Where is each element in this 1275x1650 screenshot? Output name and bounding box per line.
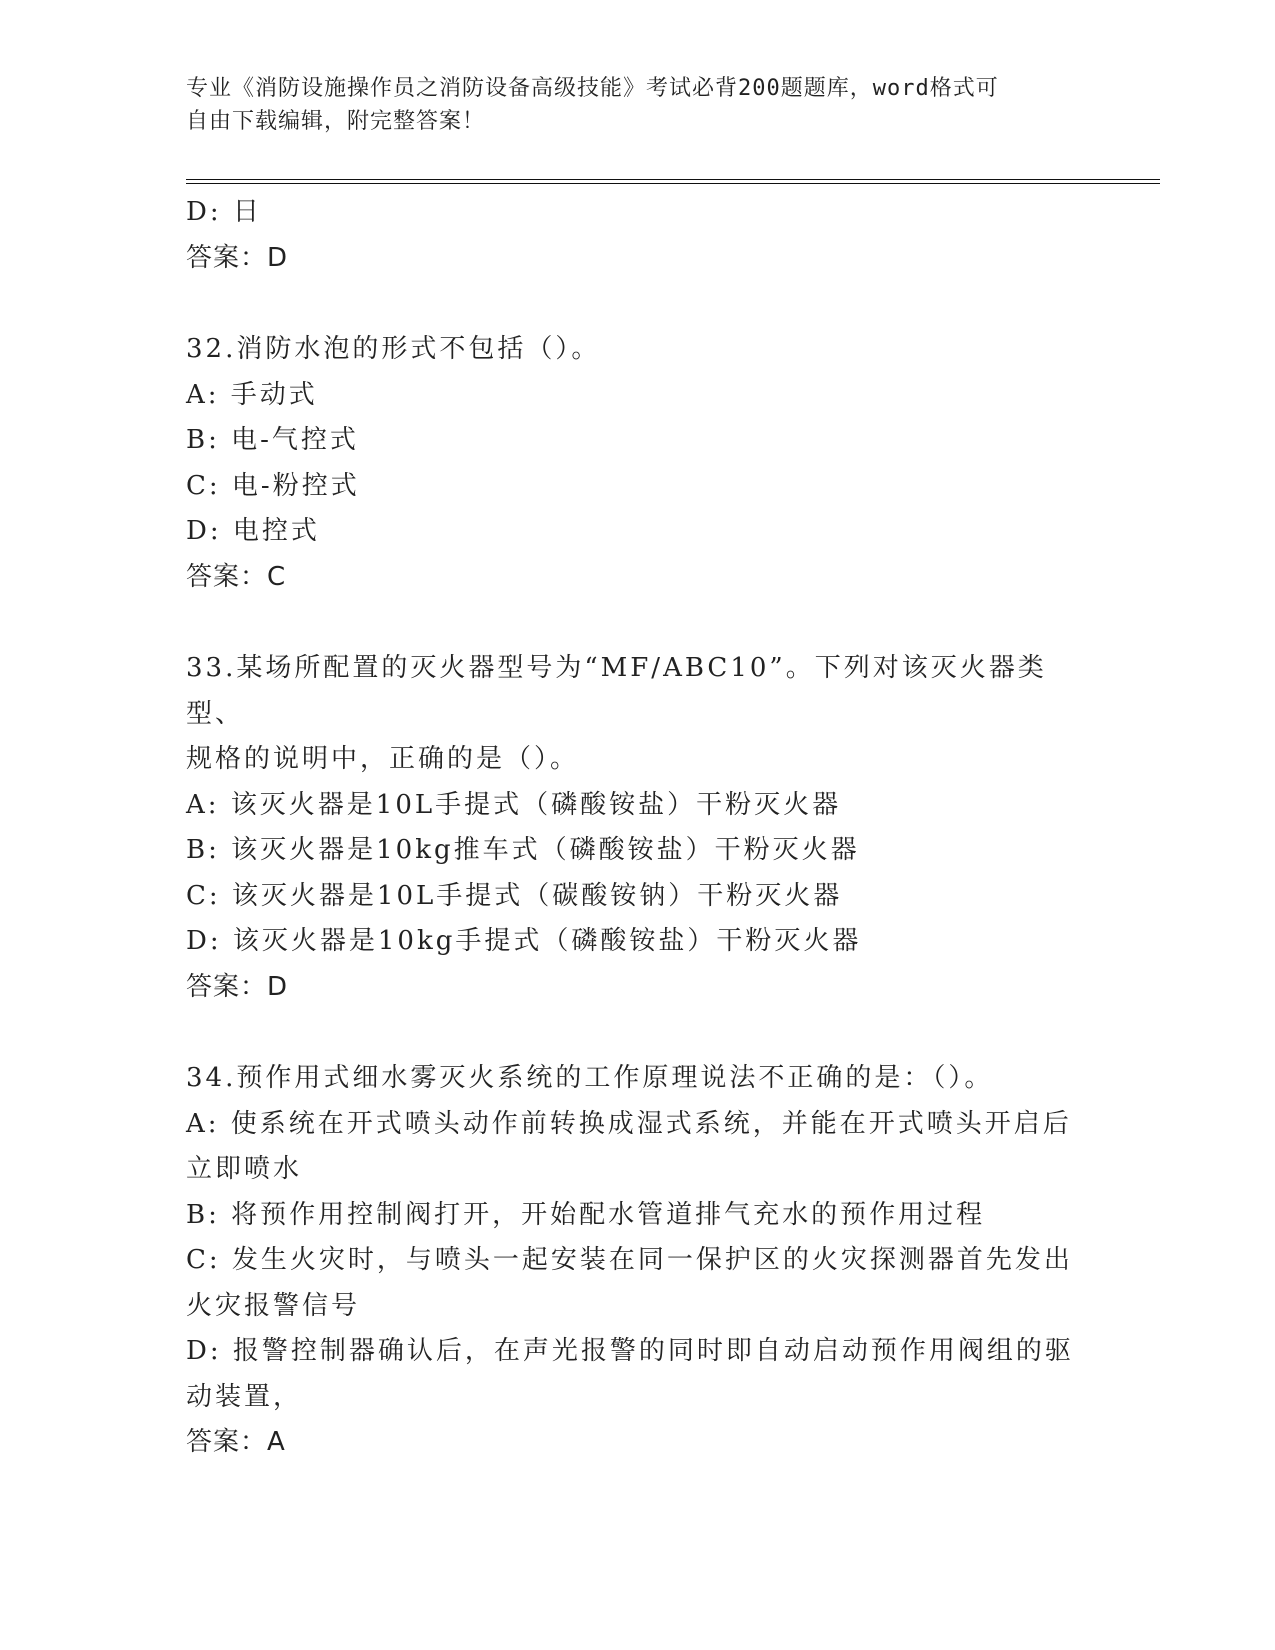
question-block: [186, 646, 1086, 1010]
option-c-continued: 火灾报警信号: [186, 1290, 361, 1321]
option-a: A: 使系统在开式喷头动作前转换成湿式系统，并能在开式喷头开启后: [186, 1108, 1072, 1139]
question-stem: 32.消防水泡的形式不包括（）。: [186, 334, 601, 364]
question-block: [186, 1056, 1086, 1466]
option-a: A: 该灭火器是10L手提式（磷酸铵盐）干粉灭火器: [186, 789, 842, 820]
spacer: [186, 1010, 1086, 1056]
option-d: D: 该灭火器是10kg手提式（磷酸铵盐）干粉灭火器: [186, 926, 862, 956]
answer-line: 答案：A: [186, 1427, 286, 1457]
option-a: A: 手动式: [186, 379, 318, 410]
option-b: B: 将预作用控制阀打开，开始配水管道排气充水的预作用过程: [186, 1199, 986, 1230]
answer-line: 答案：C: [186, 561, 287, 592]
question-block: [186, 327, 1086, 600]
question-stem: 34.预作用式细水雾灭火系统的工作原理说法不正确的是：（）。: [186, 1063, 994, 1093]
question-stem-continued: 规格的说明中，正确的是（）。: [186, 744, 580, 774]
spacer: [186, 600, 1086, 646]
header-line-1: 专业《消防设施操作员之消防设备高级技能》考试必背200题题库，word格式可: [186, 76, 999, 101]
answer-line: 答案：D: [186, 971, 289, 1002]
option-c: C: 发生火灾时，与喷头一起安装在同一保护区的火灾探测器首先发出: [186, 1245, 1073, 1275]
document-body: [186, 190, 1086, 1466]
option-d-continued: 动装置，: [186, 1381, 303, 1412]
option-a-continued: 立即喷水: [186, 1154, 303, 1184]
header-divider-top: [186, 179, 1160, 180]
answer-line: 答案：D: [186, 242, 289, 273]
option-c: C: 该灭火器是10L手提式（碳酸铵钠）干粉灭火器: [186, 880, 843, 911]
option-b: B: 电-气控式: [186, 425, 359, 455]
option-d: D: 日: [186, 197, 262, 227]
spacer: [186, 281, 1086, 327]
header-line-2: 自由下载编辑，附完整答案！: [186, 109, 486, 134]
header-divider-bottom: [186, 183, 1160, 184]
question-stem: 33.某场所配置的灭火器型号为“MF/ABC10”。下列对该灭火器类型、: [186, 653, 1047, 729]
previous-question-tail: [186, 190, 1086, 281]
document-header: [186, 72, 1066, 138]
option-b: B: 该灭火器是10kg推车式（磷酸铵盐）干粉灭火器: [186, 835, 860, 865]
option-d: D: 电控式: [186, 516, 320, 546]
option-c: C: 电-粉控式: [186, 470, 360, 501]
option-d: D: 报警控制器确认后，在声光报警的同时即自动启动预作用阀组的驱: [186, 1336, 1074, 1366]
